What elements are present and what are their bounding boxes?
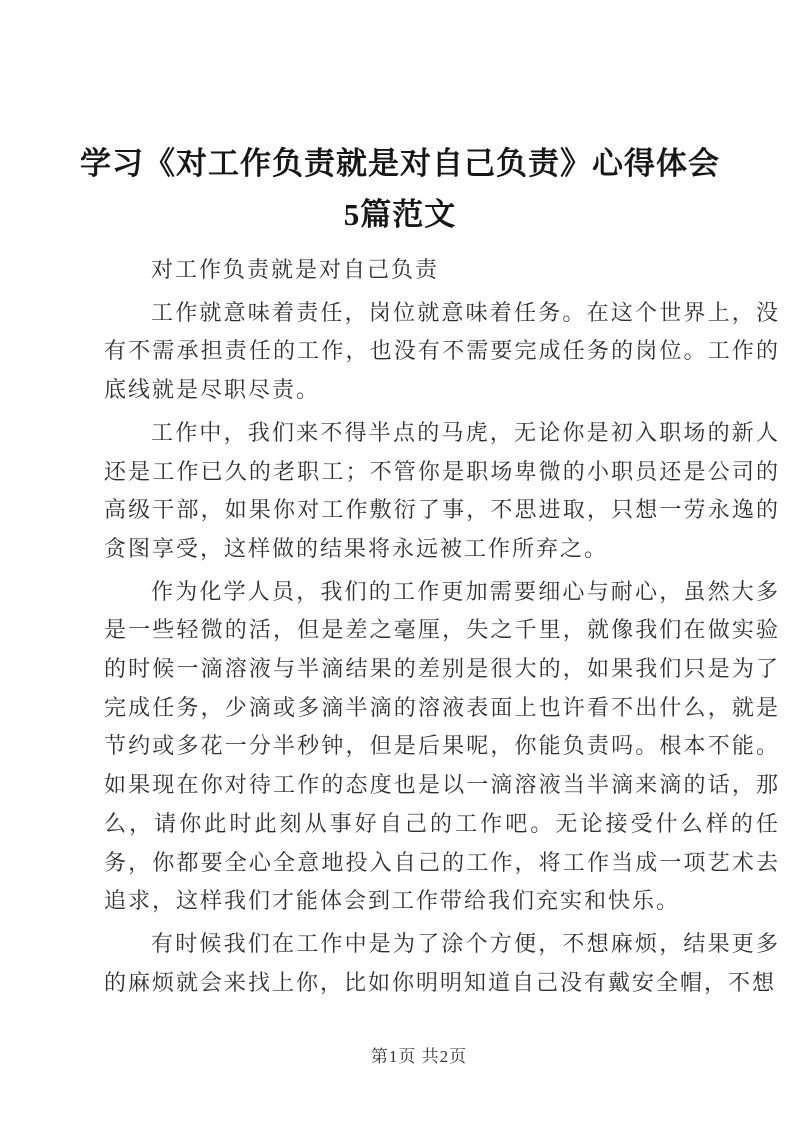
title-line-2: 5篇范文 (343, 197, 457, 232)
paragraph-1: 工作就意味着责任，岗位就意味着任务。在这个世界上，没有不需承担责任的工作，也没有不需要完成任务的岗位。工作的底线就是尽职尽责。 (104, 299, 780, 403)
document-title (0, 0, 800, 240)
paragraph-subtitle: 对工作负责就是对自己负责 (151, 257, 440, 282)
page-number: 第1页 共2页 (370, 1047, 468, 1066)
title-line-1: 学习《对工作负责就是对自己负责》心得体会 (80, 146, 720, 181)
document-body (104, 251, 780, 1002)
paragraph-4: 有时候我们在工作中是为了涂个方便，不想麻烦，结果更多的麻烦就会来找上你，比如你明明知道自己没有戴安全帽，不想 (104, 930, 780, 995)
page-footer (0, 1042, 800, 1067)
paragraph-3: 作为化学人员，我们的工作更加需要细心与耐心，虽然大多是一些轻微的活，但是差之毫厘，失之千里，就像我们在做实验的时候一滴溶液与半滴结果的差别是很大的，如果我们只是为了完成任务，少滴或多滴半滴的溶液表面上也许看不出什么，就是节约或多花一分半秒钟，但是后果呢，你能负责吗。根本不能。如果现在你对待工作的态度也是以一滴溶液当半滴来滴的话，那么，请你此时此刻从事好自己的工作吧。无论接受什么样的任务，你都要全心全意地投入自己的工作，将工作当成一项艺术去追求，这样我们才能体会到工作带给我们充实和快乐。 (104, 578, 780, 914)
paragraph-2: 工作中，我们来不得半点的马虎，无论你是初入职场的新人还是工作已久的老职工；不管你是职场卑微的小职员还是公司的高级干部，如果你对工作敷衍了事，不思进取，只想一劳永逸的贪图享受，这样做的结果将永远被工作所弃之。 (104, 419, 780, 561)
